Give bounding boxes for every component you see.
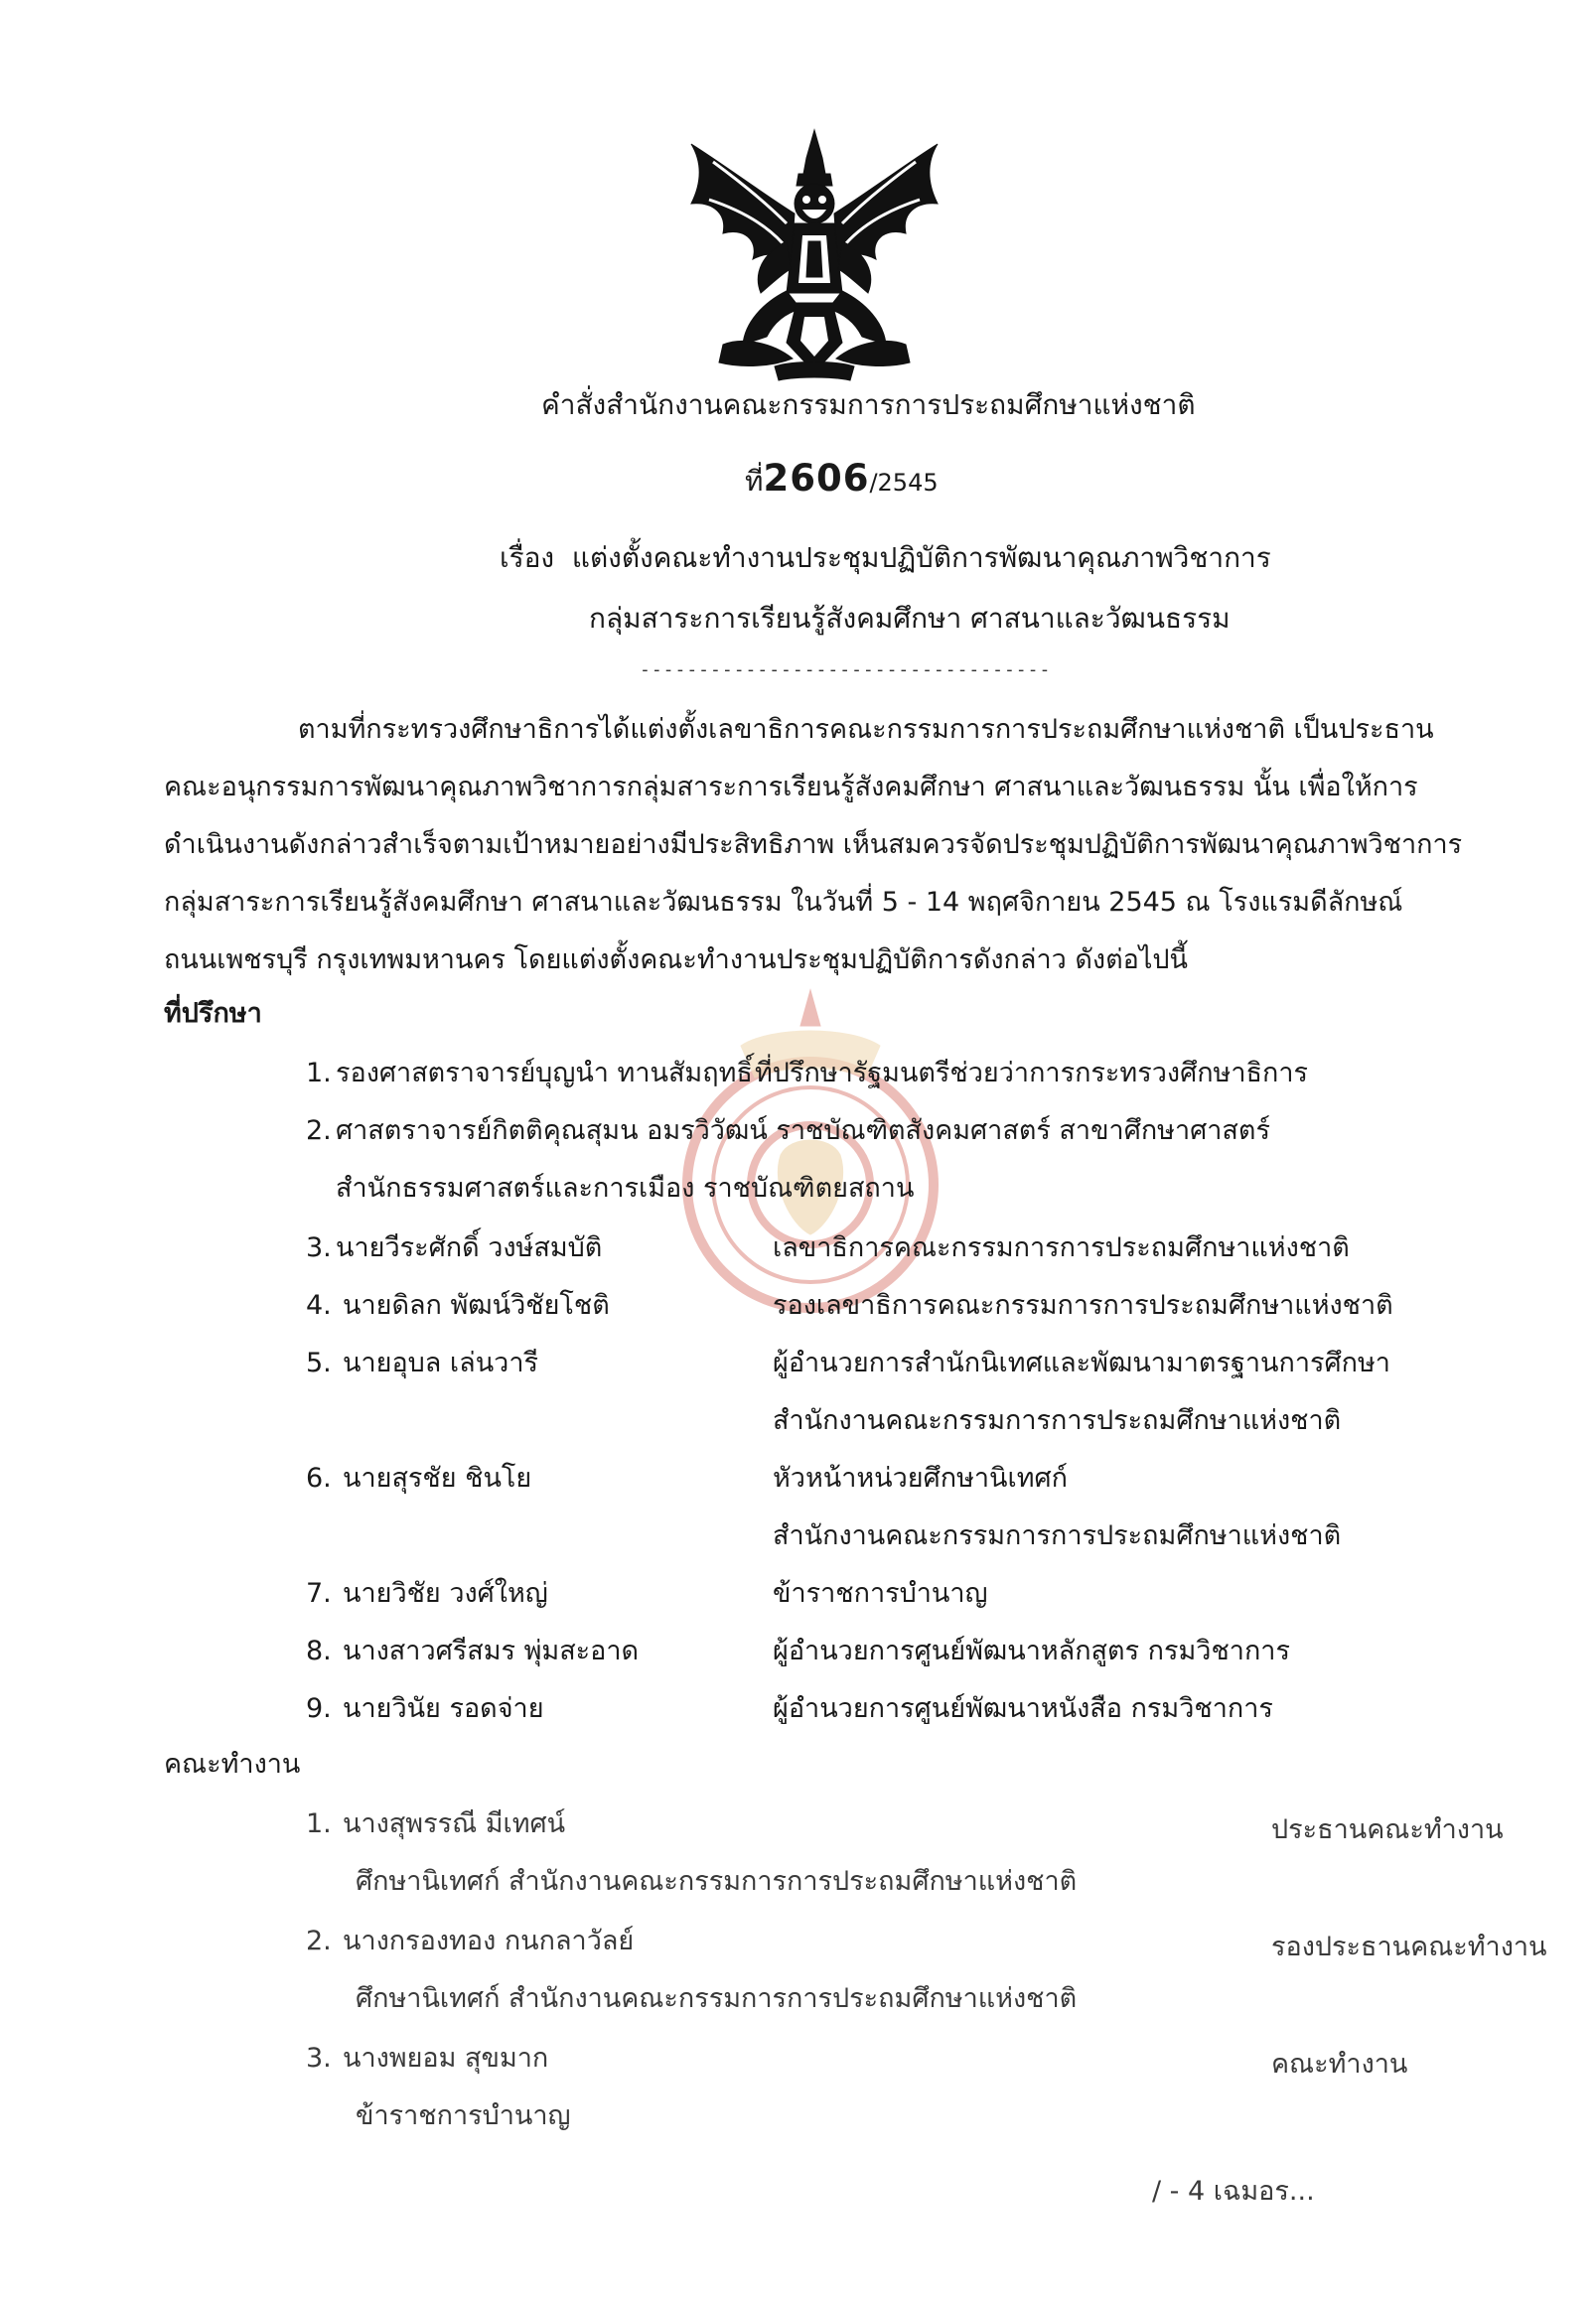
subject-line-1: [500, 536, 1271, 580]
order-title: คำสั่งสำนักงานคณะกรรมการการประถมศึกษาแห่งชาติ: [541, 388, 1196, 421]
order-number: [745, 457, 939, 504]
advisor-4-number: 4.: [306, 1290, 332, 1321]
advisor-2-number: 2.: [306, 1115, 332, 1146]
order-prefix: ที่: [745, 465, 764, 498]
advisor-1-role: ที่ปรึกษารัฐมนตรีช่วยว่าการกระทรวงศึกษาธิการ: [755, 1058, 1309, 1088]
advisors-heading: ที่ปรึกษา: [164, 998, 262, 1029]
advisor-8-role: ผู้อำนวยการศูนย์พัฒนาหลักสูตร กรมวิชาการ: [773, 1636, 1290, 1666]
advisor-7-number: 7.: [306, 1578, 332, 1609]
body-line-2: คณะอนุกรรมการพัฒนาคุณภาพวิชาการกลุ่มสาระการเรียนรู้สังคมศึกษา ศาสนาและวัฒนธรรม นั้น เพื่อให้การ: [164, 772, 1418, 802]
garuda-emblem-icon: [683, 124, 945, 390]
advisor-3-name: นายวีระศักดิ์ วงษ์สมบัติ: [336, 1232, 603, 1263]
advisor-5-role-2: สำนักงานคณะกรรมการการประถมศึกษาแห่งชาติ: [773, 1405, 1342, 1436]
advisor-7-role: ข้าราชการบำนาญ: [773, 1578, 988, 1609]
advisor-2-role: สำนักธรรมศาสตร์และการเมือง ราชบัณฑิตยสถาน: [336, 1173, 915, 1204]
member-2-detail: ศึกษานิเทศก์ สำนักงานคณะกรรมการการประถมศึกษาแห่งชาติ: [356, 1983, 1078, 2014]
advisor-8-name: นางสาวศรีสมร พุ่มสะอาด: [343, 1636, 640, 1666]
subject-label: เรื่อง: [500, 541, 555, 574]
advisor-8-number: 8.: [306, 1636, 332, 1666]
advisor-6-name: นายสุรชัย ชินโย: [343, 1463, 532, 1494]
advisor-6-role-2: สำนักงานคณะกรรมการการประถมศึกษาแห่งชาติ: [773, 1520, 1342, 1551]
member-1-name: นางสุพรรณี มีเทศน์: [343, 1808, 566, 1839]
body-line-5: ถนนเพชรบุรี กรุงเทพมหานคร โดยแต่งตั้งคณะทำงานประชุมปฏิบัติการดังกล่าว ดังต่อไปนี้: [164, 944, 1188, 975]
advisor-5-name: นายอุบล เล่นวารี: [343, 1348, 538, 1378]
body-line-1: ตามที่กระทรวงศึกษาธิการได้แต่งตั้งเลขาธิการคณะกรรมการการประถมศึกษาแห่งชาติ เป็นประธาน: [298, 714, 1434, 745]
advisor-3-number: 3.: [306, 1232, 332, 1263]
advisor-9-number: 9.: [306, 1693, 332, 1724]
order-number-value: 2606: [763, 457, 870, 500]
member-2-name: นางกรองทอง กนกลาวัลย์: [343, 1926, 635, 1956]
member-3-name: นางพยอม สุขมาก: [343, 2043, 549, 2074]
body-line-3: ดำเนินงานดังกล่าวสำเร็จตามเป้าหมายอย่างมีประสิทธิภาพ เห็นสมควรจัดประชุมปฏิบัติการพัฒนาคุณภาพวิชาการ: [164, 829, 1463, 860]
member-3-position: คณะทำงาน: [1271, 2049, 1408, 2080]
advisor-4-name: นายดิลก พัฒน์วิชัยโชติ: [343, 1290, 610, 1321]
advisor-9-role: ผู้อำนวยการศูนย์พัฒนาหนังสือ กรมวิชาการ: [773, 1693, 1273, 1724]
body-line-4: กลุ่มสาระการเรียนรู้สังคมศึกษา ศาสนาและวัฒนธรรม ในวันที่ 5 - 14 พฤศจิกายน 2545 ณ โรงแรมดีลักษณ์: [164, 887, 1403, 918]
advisor-7-name: นายวิชัย วงศ์ใหญ่: [343, 1578, 548, 1609]
committee-heading: คณะทำงาน: [164, 1749, 301, 1780]
advisor-1-number: 1.: [306, 1058, 332, 1088]
advisor-4-role: รองเลขาธิการคณะกรรมการการประถมศึกษาแห่งชาติ: [773, 1290, 1393, 1321]
advisor-9-name: นายวินัย รอดจ่าย: [343, 1693, 544, 1724]
member-2-position: รองประธานคณะทำงาน: [1271, 1932, 1547, 1962]
advisor-6-number: 6.: [306, 1463, 332, 1494]
member-1-detail: ศึกษานิเทศก์ สำนักงานคณะกรรมการการประถมศึกษาแห่งชาติ: [356, 1866, 1078, 1897]
order-year: /2545: [869, 469, 939, 497]
advisor-1-name: รองศาสตราจารย์บุญนำ ทานสัมฤทธิ์: [336, 1058, 753, 1088]
advisor-3-role: เลขาธิการคณะกรรมการการประถมศึกษาแห่งชาติ: [773, 1232, 1350, 1263]
subject-line-2: กลุ่มสาระการเรียนรู้สังคมศึกษา ศาสนาและวัฒนธรรม: [589, 602, 1231, 635]
advisor-2-name: ศาสตราจารย์กิตติคุณสุมน อมรวิวัฒน์ ราชบัณฑิตสังคมศาสตร์ สาขาศึกษาศาสตร์: [336, 1115, 1270, 1146]
member-2-number: 2.: [306, 1926, 332, 1956]
advisor-5-number: 5.: [306, 1348, 332, 1378]
member-3-detail: ข้าราชการบำนาญ: [356, 2100, 571, 2131]
member-1-position: ประธานคณะทำงาน: [1271, 1814, 1504, 1845]
page-continuation: / - 4 เฉมอร...: [1152, 2176, 1315, 2207]
member-1-number: 1.: [306, 1808, 332, 1839]
advisor-6-role-1: หัวหน้าหน่วยศึกษานิเทศก์: [773, 1463, 1069, 1494]
subject-text-1: แต่งตั้งคณะทำงานประชุมปฏิบัติการพัฒนาคุณภาพวิชาการ: [571, 541, 1271, 574]
advisor-5-role-1: ผู้อำนวยการสำนักนิเทศและพัฒนามาตรฐานการศึกษา: [773, 1348, 1390, 1378]
member-3-number: 3.: [306, 2043, 332, 2074]
separator: -----------------------------------: [640, 659, 1052, 680]
